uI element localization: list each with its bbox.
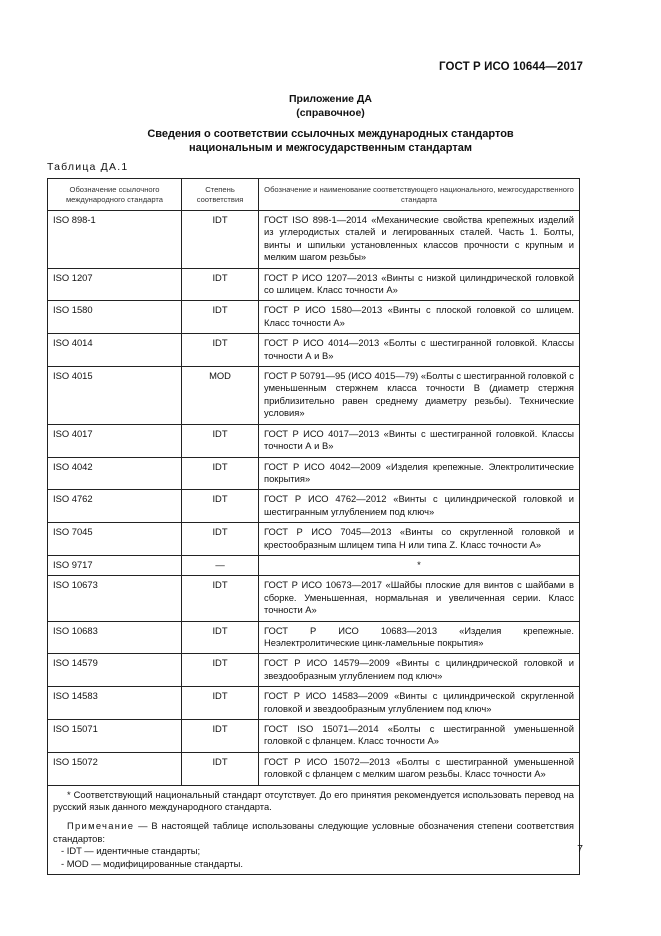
degree-cell: IDT	[182, 211, 259, 269]
header-national-standard: Обозначение и наименование соответствующего национального, межгосударственного стандарта	[259, 179, 580, 211]
note-label: Примечание	[67, 820, 135, 832]
table-row	[48, 490, 580, 523]
degree-cell: IDT	[182, 301, 259, 334]
ref-cell: ISO 14579	[48, 654, 182, 687]
ref-cell: ISO 14583	[48, 687, 182, 720]
degree-cell: IDT	[182, 457, 259, 490]
table-row	[48, 211, 580, 269]
ref-cell: ISO 10673	[48, 576, 182, 621]
national-cell: ГОСТ Р ИСО 14579—2009 «Винты с цилиндрической головкой и звездообразным углублением под ключ»	[259, 654, 580, 687]
note-text: — В настоящей таблице использованы следующие условные обозначения степени соответствия стандартов:	[53, 820, 574, 844]
ref-cell: ISO 4042	[48, 457, 182, 490]
table-row	[48, 523, 580, 556]
national-cell: *	[259, 555, 580, 575]
ref-cell: ISO 15071	[48, 720, 182, 753]
national-cell: ГОСТ Р ИСО 14583—2009 «Винты с цилиндрической скругленной головкой и звездообразным углублением под ключ»	[259, 687, 580, 720]
note-item-idt: - IDT — идентичные стандарты;	[61, 845, 201, 857]
main-title-line-2: национальным и межгосударственным стандартам	[189, 142, 472, 154]
national-cell: ГОСТ Р ИСО 4017—2013 «Винты с шестигранной головкой. Классы точности А и В»	[259, 424, 580, 457]
national-cell: ГОСТ Р ИСО 4014—2013 «Болты с шестигранной головкой. Классы точности А и В»	[259, 334, 580, 367]
table-header-row	[48, 179, 580, 211]
degree-cell: IDT	[182, 424, 259, 457]
table-row	[48, 687, 580, 720]
table-row	[48, 334, 580, 367]
table-row	[48, 457, 580, 490]
note	[53, 820, 574, 845]
national-cell: ГОСТ Р ИСО 1207—2013 «Винты с низкой цилиндрической головкой со шлицем. Класс точности А»	[259, 268, 580, 301]
table-row	[48, 752, 580, 785]
header-ref-standard: Обозначение ссылочного международного стандарта	[48, 179, 182, 211]
table-row	[48, 720, 580, 753]
main-title-line-1: Сведения о соответствии ссылочных международных стандартов	[147, 128, 514, 140]
national-cell: ГОСТ Р ИСО 4762—2012 «Винты с цилиндрической головкой и шестигранным углублением под ключ»	[259, 490, 580, 523]
degree-cell: IDT	[182, 523, 259, 556]
table-row	[48, 424, 580, 457]
table-row	[48, 555, 580, 575]
national-cell: ГОСТ Р ИСО 10673—2017 «Шайбы плоские для винтов с шайбами в сборке. Уменьшенная, нормальная и увеличенная серии. Класс точности А»	[259, 576, 580, 621]
degree-cell: IDT	[182, 268, 259, 301]
note-item-mod: - MOD — модифицированные стандарты.	[61, 857, 243, 869]
national-cell: ГОСТ Р ИСО 10683—2013 «Изделия крепежные. Неэлектролитические цинк-ламельные покрытия»	[259, 621, 580, 654]
document-id: ГОСТ Р ИСО 10644—2017	[438, 61, 583, 73]
national-cell: ГОСТ Р ИСО 7045—2013 «Винты со скругленной головкой и крестообразным шлицем типа Н или типа Z. Класс точности А»	[259, 523, 580, 556]
footnote: * Соответствующий национальный стандарт отсутствует. До его принятия рекомендуется использовать перевод на русский язык данного международного стандарта.	[53, 788, 574, 813]
national-cell: ГОСТ Р ИСО 15072—2013 «Болты с шестигранной уменьшенной головкой с фланцем с мелким шагом резьбы. Класс точности А»	[259, 752, 580, 785]
ref-cell: ISO 15072	[48, 752, 182, 785]
degree-cell: —	[182, 555, 259, 575]
table-row	[48, 576, 580, 621]
table-row	[48, 268, 580, 301]
ref-cell: ISO 9717	[48, 555, 182, 575]
ref-cell: ISO 4017	[48, 424, 182, 457]
degree-cell: IDT	[182, 687, 259, 720]
table-footer-row	[48, 785, 580, 874]
table-row	[48, 654, 580, 687]
ref-cell: ISO 4014	[48, 334, 182, 367]
annex-title: Приложение ДА	[289, 93, 372, 105]
degree-cell: IDT	[182, 654, 259, 687]
ref-cell: ISO 4015	[48, 367, 182, 425]
ref-cell: ISO 1207	[48, 268, 182, 301]
ref-cell: ISO 7045	[48, 523, 182, 556]
ref-cell: ISO 4762	[48, 490, 182, 523]
national-cell: ГОСТ Р ИСО 4042—2009 «Изделия крепежные. Электролитические покрытия»	[259, 457, 580, 490]
degree-cell: IDT	[182, 752, 259, 785]
degree-cell: IDT	[182, 334, 259, 367]
table-row	[48, 621, 580, 654]
annex-subtitle: (справочное)	[296, 107, 365, 119]
ref-cell: ISO 10683	[48, 621, 182, 654]
main-title	[0, 127, 661, 155]
table-row	[48, 367, 580, 425]
annex-heading	[0, 92, 661, 120]
ref-cell: ISO 1580	[48, 301, 182, 334]
national-cell: ГОСТ ISO 15071—2014 «Болты с шестигранной уменьшенной головкой с фланцем. Класс точности А»	[259, 720, 580, 753]
table-footer	[48, 785, 580, 874]
table-caption: Таблица ДА.1	[47, 161, 129, 173]
degree-cell: IDT	[182, 576, 259, 621]
national-cell: ГОСТ Р 50791—95 (ИСО 4015—79) «Болты с шестигранной головкой с уменьшенным стержнем класса точности В (диаметр стержня приблизительно равен среднему диаметру резьбы). Технические условия»	[259, 367, 580, 425]
degree-cell: IDT	[182, 490, 259, 523]
degree-cell: IDT	[182, 720, 259, 753]
degree-cell: MOD	[182, 367, 259, 425]
national-cell: ГОСТ Р ИСО 1580—2013 «Винты с плоской головкой со шлицем. Класс точности А»	[259, 301, 580, 334]
standards-table	[47, 178, 580, 875]
page-number: 7	[577, 843, 583, 855]
national-cell: ГОСТ ISO 898-1—2014 «Механические свойства крепежных изделий из углеродистых сталей и легированных сталей. Часть 1. Болты, винты и шпильки установленных классов прочности с крупным и мелким шагом резьбы»	[259, 211, 580, 269]
degree-cell: IDT	[182, 621, 259, 654]
header-degree: Степень соответствия	[182, 179, 259, 211]
ref-cell: ISO 898-1	[48, 211, 182, 269]
table-row	[48, 301, 580, 334]
